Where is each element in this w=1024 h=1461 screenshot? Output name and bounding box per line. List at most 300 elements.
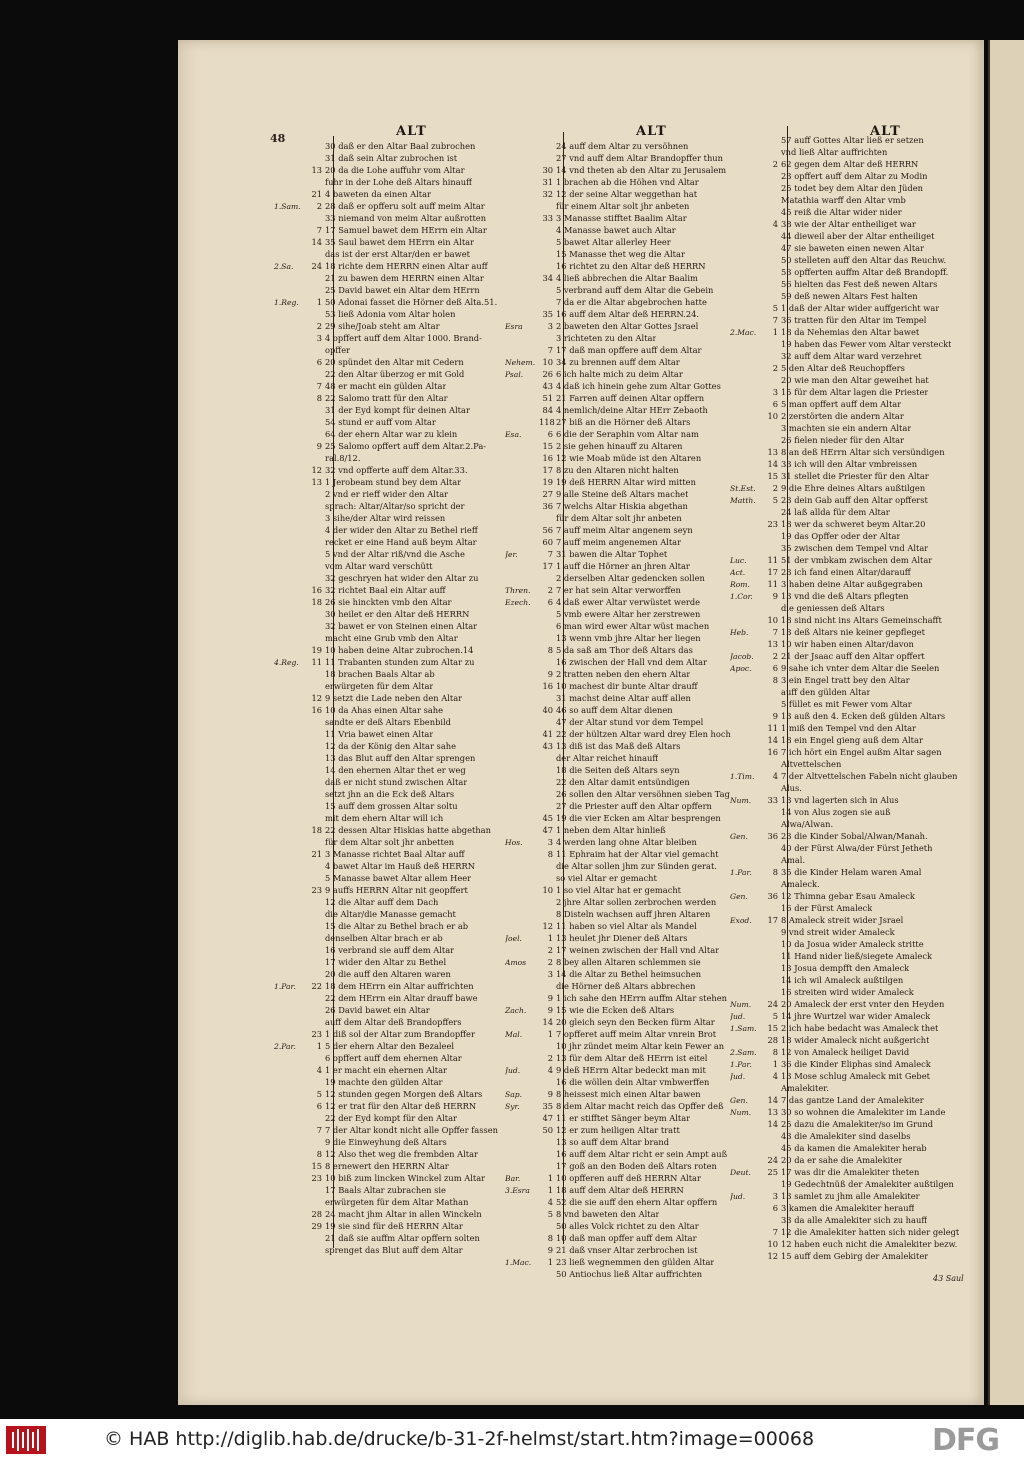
chapter-number: 1: [547, 1029, 553, 1039]
chapter-number: 33: [767, 795, 778, 805]
index-entry: [730, 1022, 938, 1034]
entry-text: 5 vmb ewere Altar her zerstrewen: [556, 609, 701, 619]
entry-text: 50 Antiochus ließ Altar auffrichten: [556, 1269, 703, 1279]
entry-text: 38 wie der Altar entheiliget war: [781, 219, 916, 229]
book-abbrev: Jud.: [730, 1072, 746, 1081]
index-entry: [730, 914, 903, 926]
entry-text: 25 Salomo opffert auff dem Altar.2.Pa-: [325, 441, 487, 451]
entry-text: 16 zwischen der Hall vnd dem Altar: [556, 657, 708, 667]
entry-text: 10 machest dir bunte Altar drauff: [556, 681, 698, 691]
book-abbrev: Syr.: [505, 1102, 520, 1111]
index-entry: [730, 998, 944, 1010]
entry-text: 15 wie die Ecken deß Altars: [556, 1005, 675, 1015]
index-entry: [730, 734, 923, 746]
index-entry: [505, 1172, 701, 1184]
entry-text: 4 werden lang ohne Altar bleiben: [556, 837, 697, 847]
entry-text: 2 ich habe bedacht was Amaleck thet: [781, 1023, 939, 1033]
entry-text: vom Altar ward verschütt: [325, 561, 433, 571]
entry-text: 2 zerstörten die andern Altar: [781, 411, 904, 421]
index-entry: [274, 1172, 485, 1184]
index-entry: [730, 158, 918, 170]
chapter-number: 56: [542, 525, 553, 535]
chapter-number: 45: [542, 813, 553, 823]
index-entry: [274, 1232, 480, 1244]
entry-text: 53 ließ Adonia vom Altar holen: [325, 309, 456, 319]
index-entry: [730, 878, 820, 890]
index-entry: [274, 812, 443, 824]
chapter-number: 32: [542, 189, 553, 199]
index-entry: [730, 974, 903, 986]
index-entry: [274, 1016, 461, 1028]
chapter-number: 27: [542, 489, 553, 499]
book-abbrev: Joel.: [505, 934, 522, 943]
index-entry: [730, 866, 921, 878]
chapter-number: 22: [311, 981, 322, 991]
index-entry: [730, 650, 925, 662]
index-entry: [274, 1088, 482, 1100]
index-entry: [730, 794, 899, 806]
chapter-number: 1: [547, 1257, 553, 1267]
index-entry: [274, 608, 469, 620]
chapter-number: 5: [547, 1209, 553, 1219]
index-entry: [274, 692, 462, 704]
index-entry: [274, 788, 454, 800]
entry-text: 1 Jerobeam stund bey dem Altar: [325, 477, 462, 487]
chapter-number: 23: [311, 885, 322, 895]
book-abbrev: 2.Mac.: [730, 328, 757, 337]
entry-text: das ist der erst Altar/den er bawet: [325, 249, 470, 259]
entry-text: vnd ließ Altar auffrichten: [781, 147, 888, 157]
chapter-number: 1: [316, 1041, 322, 1051]
index-entry: [274, 500, 465, 512]
entry-text: 3 Manasse richtet Baal Altar auff: [325, 849, 465, 859]
entry-text: 2 baweten den Altar Gottes Jsrael: [556, 321, 699, 331]
entry-text: 15 auff dem Gebirg der Amalekiter: [781, 1251, 929, 1261]
chapter-number: 16: [542, 453, 553, 463]
index-entry: [505, 1232, 697, 1244]
book-abbrev: Deut.: [730, 1168, 751, 1177]
entry-text: 11 er stifftet Sänger beym Altar: [556, 1113, 691, 1123]
index-entry: [274, 1004, 430, 1016]
book-abbrev: Nehem.: [505, 358, 536, 367]
entry-text: Altvettelschen: [781, 759, 842, 769]
entry-text: 14 ich wil Amaleck außtilgen: [781, 975, 904, 985]
entry-text: 1 miß den Tempel vnd den Altar: [781, 723, 917, 733]
book-abbrev: 1.Tim.: [730, 772, 755, 781]
index-entry: [274, 704, 443, 716]
entry-text: 24 laß allda für dem Altar: [781, 507, 890, 517]
entry-text: 26 David bawet ein Altar: [325, 1005, 430, 1015]
chapter-number: 16: [767, 747, 778, 757]
entry-text: 4 daß ewer Altar verwüstet werde: [556, 597, 701, 607]
chapter-number: 10: [542, 885, 553, 895]
chapter-number: 10: [542, 357, 553, 367]
entry-text: 11 Ephraim hat der Altar viel gemacht: [556, 849, 719, 859]
entry-text: 2 tratten neben den ehern Altar: [556, 669, 691, 679]
chapter-number: 23: [767, 519, 778, 529]
index-entry: [274, 428, 457, 440]
chapter-number: 41: [542, 729, 553, 739]
index-entry: [730, 770, 957, 782]
index-entry: [505, 608, 700, 620]
index-entry: [730, 1010, 930, 1022]
index-entry: [505, 272, 698, 284]
entry-text: 22 den Altar überzog er mit Gold: [325, 369, 465, 379]
entry-text: 45 da kamen die Amalekiter herab: [781, 1143, 927, 1153]
chapter-number: 6: [547, 597, 553, 607]
index-entry: [274, 980, 474, 992]
book-abbrev: Jacob.: [730, 652, 754, 661]
index-entry: [505, 644, 693, 656]
entry-text: 8 zu den Altaren nicht halten: [556, 465, 679, 475]
running-head-left: ALT: [396, 124, 427, 139]
entry-text: 18 auff dem Altar deß HERRN: [556, 1185, 684, 1195]
chapter-number: 5: [316, 1089, 322, 1099]
entry-text: 25 dazu die Amalekiter/so im Grund: [781, 1119, 934, 1129]
index-entry: [505, 512, 682, 524]
entry-text: 36 die Kinder Eliphas sind Amaleck: [781, 1059, 931, 1069]
index-entry: [730, 1082, 829, 1094]
index-entry: [730, 302, 939, 314]
entry-text: 13 so auff dem Altar brand: [556, 1137, 670, 1147]
entry-text: erwürgeten für dem Altar Mathan: [325, 1197, 469, 1207]
chapter-number: 33: [542, 213, 553, 223]
entry-text: 19 haben das Fewer vom Altar versteckt: [781, 339, 952, 349]
entry-text: opffer: [325, 345, 351, 355]
index-entry: [505, 440, 683, 452]
entry-text: 1 auff die Hörner an jhren Altar: [556, 561, 690, 571]
book-abbrev: 1.Reg.: [274, 298, 299, 307]
index-entry: [730, 674, 910, 686]
index-entry: [274, 344, 350, 356]
index-entry: [730, 902, 872, 914]
index-entry: [505, 800, 712, 812]
chapter-number: 50: [542, 1125, 553, 1135]
index-entry: [505, 1040, 724, 1052]
book-abbrev: Luc.: [730, 556, 747, 565]
index-entry: [505, 584, 681, 596]
entry-text: 30 daß er den Altar Baal zubrochen: [325, 141, 476, 151]
index-entry: [274, 908, 456, 920]
entry-text: 2 vnd er rieff wider den Altar: [325, 489, 449, 499]
book-abbrev: Ezech.: [505, 598, 531, 607]
entry-text: 13 diß ist das Maß deß Altars: [556, 741, 681, 751]
chapter-number: 8: [547, 645, 553, 655]
chapter-number: 11: [767, 579, 778, 589]
entry-text: 5 den Altar deß Reuchopffers: [781, 363, 905, 373]
entry-text: 32 richtet Baal ein Altar auff: [325, 585, 446, 595]
index-entry: [730, 410, 904, 422]
entry-text: 22 der Eyd kompt für den Altar: [325, 1113, 457, 1123]
index-entry: [505, 572, 705, 584]
entry-text: 17 weinen zwischen der Hall vnd Altar: [556, 945, 720, 955]
entry-text: 16 die wöllen dein Altar vmbwerffen: [556, 1077, 710, 1087]
index-entry: [505, 896, 716, 908]
index-entry: [730, 254, 946, 266]
entry-text: recket er eine Hand auß beym Altar: [325, 537, 477, 547]
index-entry: [730, 1214, 927, 1226]
entry-text: 5 füllet es mit Fewer vom Altar: [781, 699, 912, 709]
index-entry: [505, 932, 687, 944]
entry-text: 12 da der König den Altar sahe: [325, 741, 457, 751]
index-entry: [505, 536, 681, 548]
chapter-number: 47: [542, 825, 553, 835]
index-entry: [505, 728, 731, 740]
chapter-number: 30: [542, 165, 553, 175]
index-entry: [730, 626, 925, 638]
index-entry: [730, 962, 909, 974]
book-abbrev: 2.Sam.: [730, 1048, 757, 1057]
chapter-number: 7: [547, 549, 553, 559]
chapter-number: 1: [547, 1185, 553, 1195]
entry-text: 19 Gedechtnüß der Amalekiter außtilgen: [781, 1179, 954, 1189]
copyright-url[interactable]: © HAB http://diglib.hab.de/drucke/b-31-2f-helmst/start.htm?image=00068: [104, 1428, 815, 1450]
index-entry: [505, 680, 698, 692]
index-entry: [730, 578, 923, 590]
chapter-number: 6: [772, 1203, 778, 1213]
entry-text: 56 hielten das Fest deß newen Altars: [781, 279, 938, 289]
chapter-number: 2: [547, 957, 553, 967]
chapter-number: 7: [772, 627, 778, 637]
book-abbrev: 3.Esra: [505, 1186, 530, 1195]
entry-text: macht eine Grub vmb den Altar: [325, 633, 458, 643]
entry-text: 35 die Kinder Helam waren Amal: [781, 867, 922, 877]
index-entry: [505, 956, 701, 968]
entry-text: 14 jhre Wurtzel war wider Amaleck: [781, 1011, 931, 1021]
entry-text: 5 der ehern Altar den Bezaleel: [325, 1041, 455, 1051]
entry-text: 53 opfferten auffm Altar deß Brandopff.: [781, 267, 949, 277]
book-abbrev: Esa.: [505, 430, 522, 439]
chapter-number: 8: [547, 849, 553, 859]
chapter-number: 6: [547, 429, 553, 439]
chapter-number: 17: [767, 567, 778, 577]
index-entry: [730, 602, 885, 614]
index-entry: [730, 686, 870, 698]
index-entry: [274, 224, 487, 236]
entry-text: 31 der Eyd kompt für deinen Altar: [325, 405, 470, 415]
entry-text: 17 daß man opffere auff dem Altar: [556, 345, 702, 355]
index-entry: [505, 344, 702, 356]
chapter-number: 23: [311, 1029, 322, 1039]
chapter-number: 6: [316, 357, 322, 367]
entry-text: 19 deß HERRN Altar wird mitten: [556, 477, 696, 487]
entry-text: 2 sie gehen hinauff zu Altaren: [556, 441, 683, 451]
book-abbrev: Esra: [505, 322, 523, 331]
index-entry: [730, 290, 918, 302]
index-entry: [505, 164, 726, 176]
chapter-number: 35: [542, 309, 553, 319]
entry-text: 20 da er sahe die Amalekiter: [781, 1155, 903, 1165]
book-abbrev: Thren.: [505, 586, 531, 595]
index-entry: [730, 446, 945, 458]
index-entry: [505, 296, 707, 308]
chapter-number: 118: [539, 417, 555, 427]
book-abbrev: Jer.: [505, 550, 518, 559]
entry-text: 10 opfferen auff deß HERRN Altar: [556, 1173, 701, 1183]
index-entry: [505, 1004, 674, 1016]
entry-text: ral.8/12.: [325, 453, 361, 463]
entry-text: 5 Manasse bawet Altar allem Heer: [325, 873, 472, 883]
index-entry: [730, 242, 924, 254]
chapter-number: 7: [547, 345, 553, 355]
chapter-number: 2: [772, 159, 778, 169]
index-entry: [730, 398, 901, 410]
entry-text: 3 machten sie ein andern Altar: [781, 423, 912, 433]
book-abbrev: Gen.: [730, 832, 748, 841]
entry-text: 5 bawet Altar allerley Heer: [556, 237, 671, 247]
index-entry: [274, 992, 478, 1004]
index-entry: [505, 548, 667, 560]
chapter-number: 16: [542, 681, 553, 691]
index-entry: [730, 950, 932, 962]
dfg-logo: DFG: [932, 1423, 1000, 1458]
book-abbrev: Bar.: [505, 1174, 521, 1183]
index-entry: [505, 1016, 715, 1028]
chapter-number: 5: [772, 303, 778, 313]
index-entry: [730, 710, 945, 722]
chapter-number: 1: [772, 1059, 778, 1069]
index-entry: [730, 614, 942, 626]
index-entry: [730, 494, 928, 506]
book-abbrev: 1.Par.: [730, 1060, 752, 1069]
book-abbrev: 2.Sa.: [274, 262, 294, 271]
chapter-number: 9: [547, 669, 553, 679]
index-entry: [730, 938, 924, 950]
entry-text: 18 wider Amaleck nicht außgericht: [781, 1035, 930, 1045]
index-entry: [274, 944, 454, 956]
index-entry: [274, 296, 497, 308]
entry-text: 19 sie sind für deß HERRN Altar: [325, 1221, 463, 1231]
entry-text: 18 brachen Baals Altar ab: [325, 669, 435, 679]
entry-text: 9 vnd streit wider Amaleck: [781, 927, 895, 937]
entry-text: 15 auff dem grossen Altar soltu: [325, 801, 458, 811]
entry-text: 1 ich sahe den HErrn auffm Altar stehen: [556, 993, 728, 1003]
entry-text: so viel Altar er gemacht: [556, 873, 657, 883]
chapter-number: 15: [767, 471, 778, 481]
index-entry: [274, 140, 475, 152]
chapter-number: 24: [767, 999, 778, 1009]
index-entry: [730, 1178, 954, 1190]
index-entry: [505, 368, 683, 380]
entry-text: 33 da alle Amalekiter sich zu hauff: [781, 1215, 928, 1225]
index-entry: [505, 1100, 724, 1112]
entry-text: 30 heilet er den Altar deß HERRN: [325, 609, 470, 619]
chapter-number: 11: [311, 657, 322, 667]
entry-text: 27 die Priester auff den Altar opffern: [556, 801, 712, 811]
entry-text: 7 auff meim Altar angenem seyn: [556, 525, 693, 535]
index-entry: [274, 152, 457, 164]
entry-text: 8 heissest mich einen Altar bawen: [556, 1089, 701, 1099]
index-entry: [274, 308, 455, 320]
index-entry: [274, 320, 440, 332]
index-entry: [730, 542, 928, 554]
chapter-number: 9: [547, 1089, 553, 1099]
entry-text: 4 Manasse bawet auch Altar: [556, 225, 676, 235]
entry-text: 3 ein Engel tratt bey den Altar: [781, 675, 910, 685]
book-abbrev: Num.: [730, 1108, 752, 1117]
book-abbrev: 1.Cor.: [730, 592, 753, 601]
entry-text: 10 haben deine Altar zubrochen.14: [325, 645, 474, 655]
index-entry: [730, 434, 904, 446]
entry-text: 54 stund er auff vom Altar: [325, 417, 436, 427]
entry-text: 14 die Altar zu Bethel heimsuchen: [556, 969, 702, 979]
index-entry: [730, 134, 924, 146]
entry-text: 6 ich halte mich zu deim Altar: [556, 369, 683, 379]
index-entry: [505, 200, 689, 212]
index-entry: [505, 524, 693, 536]
index-entry: [505, 776, 690, 788]
entry-text: 30 so wohnen die Amalekiter im Lande: [781, 1107, 946, 1117]
chapter-number: 2: [772, 651, 778, 661]
entry-text: 12 der seine Altar weggethan hat: [556, 189, 698, 199]
chapter-number: 2: [547, 1053, 553, 1063]
index-entry: [505, 992, 727, 1004]
chapter-number: 3: [547, 837, 553, 847]
index-entry: [730, 662, 939, 674]
entry-text: 62 gegen dem Altar deß HERRN: [781, 159, 919, 169]
index-entry: [505, 1244, 698, 1256]
index-entry: [274, 356, 464, 368]
entry-text: 35 zwischen dem Tempel vnd Altar: [781, 543, 929, 553]
chapter-number: 36: [767, 891, 778, 901]
index-entry: [505, 284, 713, 296]
entry-text: sprach: Altar/Altar/so spricht der: [325, 501, 465, 511]
entry-text: 46 so auff dem Altar dienen: [556, 705, 673, 715]
entry-text: 22 der hültzen Altar ward drey Elen hoch: [556, 729, 731, 739]
entry-text: 23 ich fand einen Altar/darauff: [781, 567, 911, 577]
entry-text: 17 wider den Altar zu Bethel: [325, 957, 447, 967]
index-entry: [730, 1250, 928, 1262]
index-entry: [505, 500, 688, 512]
book-page: [178, 40, 984, 1405]
chapter-number: 7: [316, 1125, 322, 1135]
entry-text: 23 ließ wegnemmen den gülden Altar: [556, 1257, 715, 1267]
book-abbrev: 1.Mac.: [505, 1258, 532, 1267]
entry-text: 47 sie baweten einen newen Altar: [781, 243, 925, 253]
entry-text: 15 für dem Altar lagen die Priester: [781, 387, 929, 397]
chapter-number: 14: [767, 459, 778, 469]
index-entry: [730, 278, 937, 290]
entry-text: 1 neben dem Altar hinließ: [556, 825, 666, 835]
entry-text: 32 vnd opfferte auff dem Altar.33.: [325, 465, 468, 475]
chapter-number: 8: [772, 675, 778, 685]
entry-text: 3 kamen die Amalekiter herauff: [781, 1203, 915, 1213]
index-entry: [505, 356, 680, 368]
index-entry: [274, 332, 482, 344]
chapter-number: 2: [772, 363, 778, 373]
index-entry: [274, 1076, 443, 1088]
entry-text: 20 Amaleck der erst vnter den Heyden: [781, 999, 945, 1009]
chapter-number: 23: [311, 1173, 322, 1183]
book-abbrev: Apoc.: [730, 664, 752, 673]
entry-text: 17 was dir die Amalekiter theten: [781, 1167, 920, 1177]
entry-text: 1 er macht ein ehernen Altar: [325, 1065, 448, 1075]
entry-text: fuhr in der Lohe deß Altars hinauff: [325, 177, 472, 187]
index-entry: [274, 164, 465, 176]
entry-text: 16 verbrand sie auff dem Altar: [325, 945, 455, 955]
book-abbrev: Amos: [505, 958, 527, 967]
entry-text: 24 macht jhm Altar in allen Winckeln: [325, 1209, 482, 1219]
chapter-number: 21: [311, 189, 322, 199]
book-abbrev: Rom.: [730, 580, 750, 589]
index-entry: [730, 266, 948, 278]
chapter-number: 14: [311, 237, 322, 247]
book-abbrev: 1.Par.: [274, 982, 296, 991]
index-entry: [274, 248, 470, 260]
chapter-number: 8: [316, 1149, 322, 1159]
index-entry: [505, 404, 708, 416]
entry-text: 32 auff dem Altar ward verzehret: [781, 351, 922, 361]
